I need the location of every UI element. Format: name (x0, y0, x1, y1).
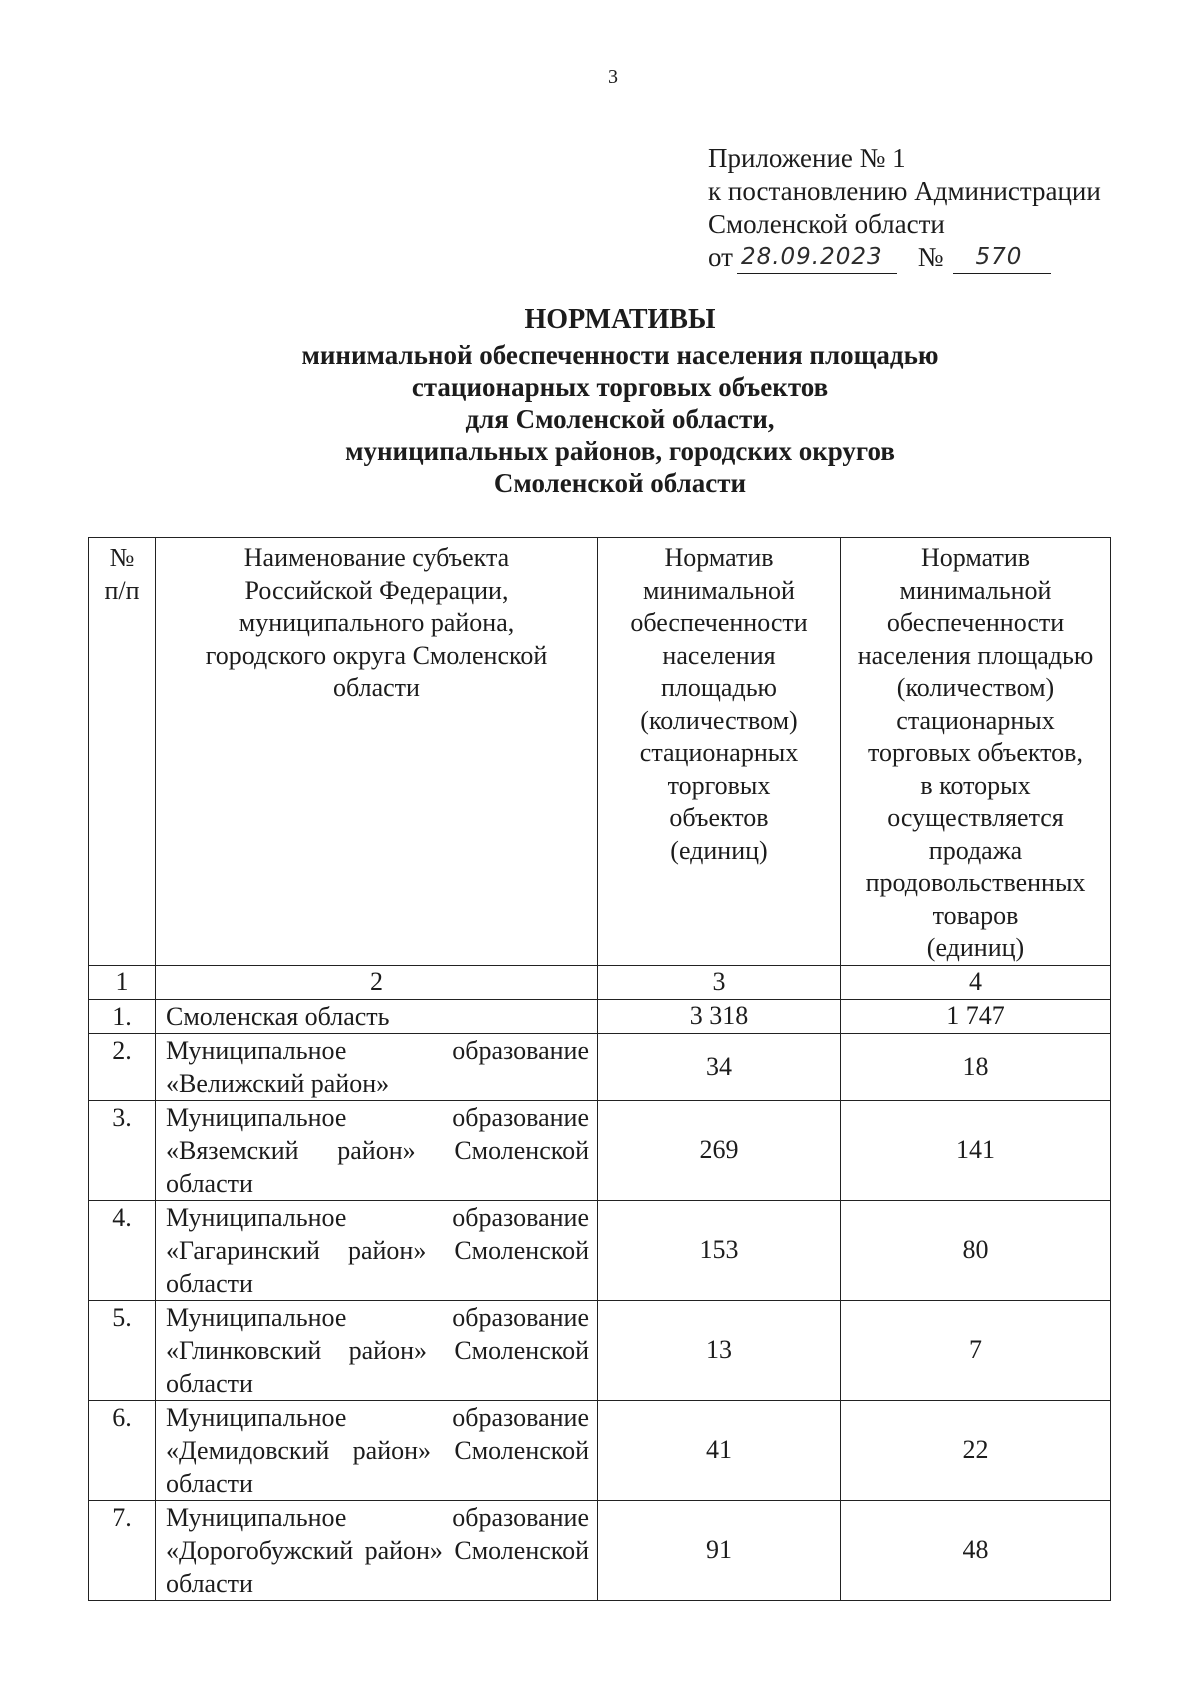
row-norm-food: 22 (841, 1400, 1111, 1500)
appendix-line-2: к постановлению Администрации (708, 176, 1101, 206)
row-norm-food: 7 (841, 1300, 1111, 1400)
header-name: Наименование субъекта Российской Федерации, муниципального района, городского округа Смоленской области (156, 538, 598, 966)
column-number: 3 (598, 965, 841, 999)
row-norm-food: 1 747 (841, 999, 1111, 1033)
title-line-4: для Смоленской области, (465, 404, 775, 434)
date-field (737, 243, 897, 274)
column-number: 1 (89, 965, 156, 999)
norms-table (88, 537, 1111, 1601)
appendix-block (708, 142, 1101, 274)
title-line-1: НОРМАТИВЫ (524, 304, 716, 335)
row-norm-all: 41 (598, 1400, 841, 1500)
table-row (89, 1200, 1111, 1300)
page-number: 3 (608, 66, 618, 88)
header-number: № п/п (89, 538, 156, 966)
header-norm-food: Норматив минимальной обеспеченности населения площадью (количеством) стационарных торговых объектов, в которых осуществляется продажа продовольственных товаров (единиц) (841, 538, 1111, 966)
table-row (89, 1300, 1111, 1400)
row-norm-food: 141 (841, 1100, 1111, 1200)
row-number: 7. (89, 1500, 156, 1600)
row-name: Муниципальное образование «Вяземский район» Смоленской области (156, 1100, 598, 1200)
appendix-line-1: Приложение № 1 (708, 143, 906, 173)
column-number-row (89, 965, 1111, 999)
row-number: 6. (89, 1400, 156, 1500)
column-number: 2 (156, 965, 598, 999)
table-row (89, 999, 1111, 1033)
row-norm-all: 3 318 (598, 999, 841, 1033)
row-number: 4. (89, 1200, 156, 1300)
row-number: 3. (89, 1100, 156, 1200)
row-number: 5. (89, 1300, 156, 1400)
row-norm-all: 269 (598, 1100, 841, 1200)
table-row (89, 1400, 1111, 1500)
appendix-date-line (708, 241, 1101, 274)
title-line-5: муниципальных районов, городских округов (345, 436, 895, 466)
table-row (89, 1500, 1111, 1600)
row-norm-food: 80 (841, 1200, 1111, 1300)
row-name: Муниципальное образование «Дорогобужский район» Смоленской области (156, 1500, 598, 1600)
handwritten-date: 28.09.2023 (740, 244, 883, 270)
row-norm-all: 34 (598, 1033, 841, 1100)
table-row (89, 1033, 1111, 1100)
row-norm-food: 18 (841, 1033, 1111, 1100)
number-field (953, 243, 1051, 274)
column-number: 4 (841, 965, 1111, 999)
row-name: Смоленская область (156, 999, 598, 1033)
date-prefix: от (708, 242, 733, 272)
number-label: № (917, 242, 944, 272)
row-number: 2. (89, 1033, 156, 1100)
row-number: 1. (89, 999, 156, 1033)
row-name: Муниципальное образование «Глинковский район» Смоленской области (156, 1300, 598, 1400)
table-row (89, 1100, 1111, 1200)
row-norm-all: 13 (598, 1300, 841, 1400)
header-norm-all: Норматив минимальной обеспеченности населения площадью (количеством) стационарных торговых объектов (единиц) (598, 538, 841, 966)
row-name: Муниципальное образование «Гагаринский район» Смоленской области (156, 1200, 598, 1300)
row-norm-all: 91 (598, 1500, 841, 1600)
appendix-line-3: Смоленской области (708, 209, 945, 239)
handwritten-number: 570 (975, 244, 1023, 270)
title-line-6: Смоленской области (493, 468, 747, 498)
row-norm-food: 48 (841, 1500, 1111, 1600)
title-line-2: минимальной обеспеченности населения площадью (301, 340, 939, 370)
row-name: Муниципальное образование «Велижский район» (156, 1033, 598, 1100)
table-header-row (89, 538, 1111, 966)
row-name: Муниципальное образование «Демидовский район» Смоленской области (156, 1400, 598, 1500)
document-title (0, 304, 1200, 499)
row-norm-all: 153 (598, 1200, 841, 1300)
title-line-3: стационарных торговых объектов (411, 372, 829, 402)
